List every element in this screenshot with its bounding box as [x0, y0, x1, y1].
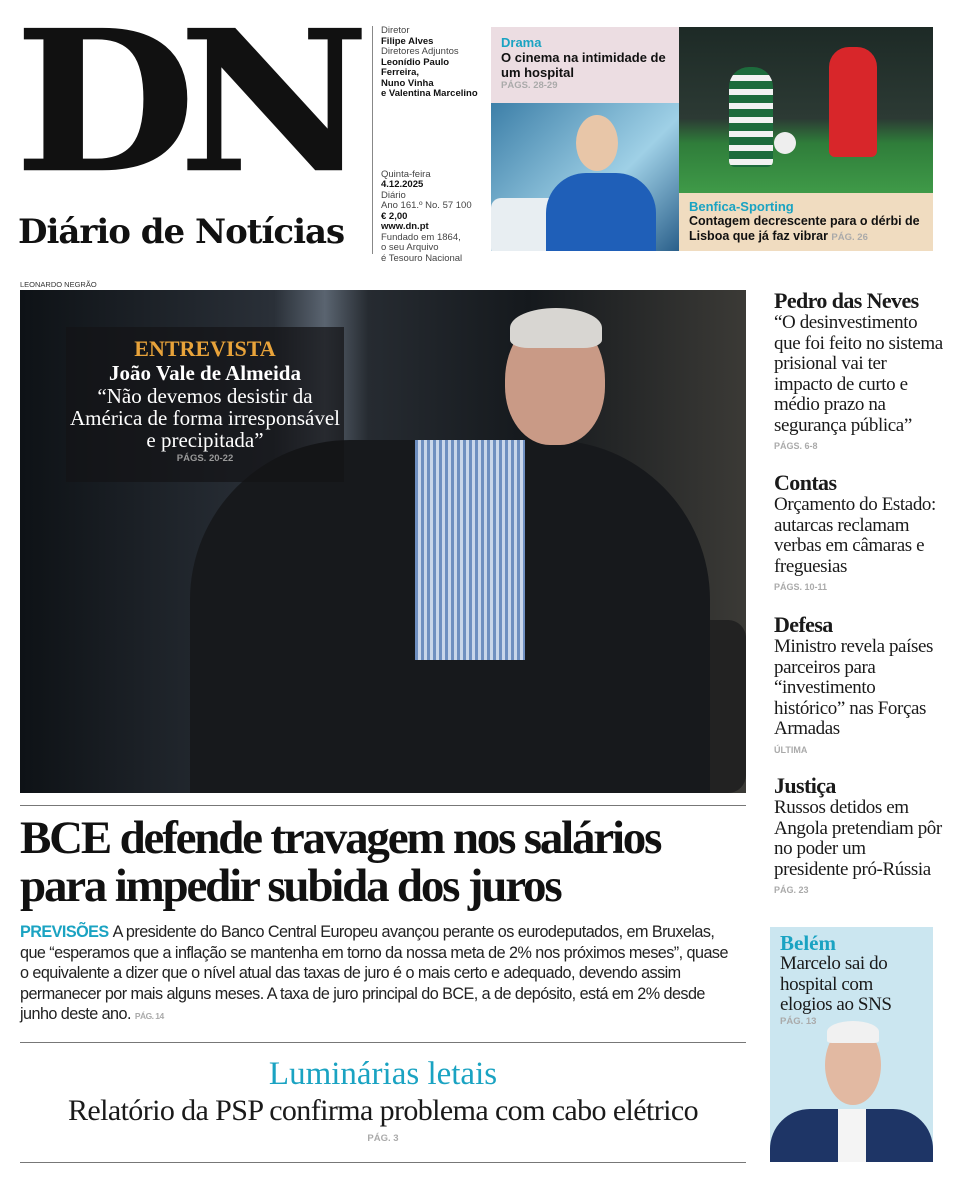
masthead-info [372, 25, 484, 264]
sidebar-head: Pedro das Neves [774, 288, 919, 313]
bottom-story[interactable] [20, 1055, 746, 1144]
belem-kicker: Belém [780, 931, 836, 955]
interview-quote: “Não devemos desistir da América de forma irresponsável e precipitada” [70, 384, 340, 452]
sidebar-head: Justiça [774, 773, 836, 798]
founded: Fundado em 1864, [381, 231, 461, 243]
belem-box[interactable] [770, 927, 933, 1162]
lead-headline[interactable]: BCE defende travagem nos salários para impedir subida dos juros [20, 812, 661, 912]
lead-kicker: PREVISÕES [20, 923, 109, 941]
sidebar-item-defesa[interactable] [774, 613, 944, 755]
director: Filipe Alves [381, 35, 434, 47]
interview-kicker: ENTREVISTA [134, 336, 276, 361]
sidebar-pages: PÁGS. 10-11 [774, 582, 828, 592]
promo-kicker: Benfica-Sporting [689, 199, 794, 214]
sidebar-text: Russos detidos em Angola pretendiam pôr no poder um presidente pró-Rússia [774, 797, 942, 880]
sidebar-text: Ministro revela países parceiros para “investimento histórico” nas Forças Armadas [774, 636, 933, 739]
interview-name: João Vale de Almeida [109, 361, 301, 385]
promo-headline: O cinema na intimidade de um hospital [501, 50, 666, 80]
divider [20, 805, 746, 806]
divider [20, 1162, 746, 1163]
interview-box[interactable] [66, 327, 344, 482]
weekday: Quinta-feira [381, 168, 431, 180]
founded: é Tesouro Nacional [381, 252, 463, 264]
belem-pages: PÁG. 13 [780, 1015, 817, 1027]
promo-pages: PÁGS. 28-29 [501, 80, 558, 91]
nurse-photo [491, 103, 679, 251]
promo-pages: PÁG. 26 [831, 232, 868, 243]
sidebar-head: Defesa [774, 612, 833, 637]
bottom-headline: Relatório da PSP confirma problema com cabo elétrico [68, 1094, 698, 1127]
sidebar-pages: PÁGS. 6-8 [774, 441, 818, 451]
date: 4.12.2025 [381, 179, 424, 190]
founded: o seu Arquivo [381, 242, 439, 253]
football-photo [679, 27, 933, 193]
photo-credit: LEONARDO NEGRÃO [20, 280, 97, 289]
sidebar-item-pedro-das-neves[interactable] [774, 289, 944, 451]
website-link[interactable]: www.dn.pt [381, 221, 429, 232]
sidebar-text: “O desinvestimento que foi feito no sistema prisional vai ter impacto de curto e médio prazo na segurança pública” [774, 312, 943, 436]
interview-pages: PÁGS. 20-22 [176, 453, 234, 464]
bottom-pages: PÁG. 3 [367, 1133, 399, 1144]
promo-derby[interactable] [679, 193, 933, 251]
price: € 2,00 [381, 210, 408, 222]
frequency: Diário [381, 189, 406, 201]
sidebar-item-contas[interactable] [774, 471, 944, 592]
belem-text: Marcelo sai do hospital com elogios ao SNS [780, 953, 892, 1015]
logo-name: Diário de Notícias [18, 212, 345, 252]
lead-body [20, 922, 732, 1027]
sidebar-item-justica[interactable] [774, 774, 944, 895]
lead-pages: PÁG. 14 [134, 1011, 164, 1021]
divider [20, 1042, 746, 1043]
sidebar-head: Contas [774, 470, 837, 495]
deputies-label: Diretores Adjuntos [381, 46, 459, 57]
lead-text: A presidente do Banco Central Europeu avançou perante os eurodeputados, em Bruxelas, que “esperamos que a inflação se mantenha em torno da nossa meta de 2% nos próximos meses”, quase o equivalente a dizer que o nível atual das taxas de juro é o mais certo e adequado, devendo assim permanecer por mais alguns meses. A taxa de juro principal do BCE, a de depósito, está em 2% desde junho deste ano. [20, 923, 728, 1023]
promo-headline: Contagem decrescente para o dérbi de Lisboa que já faz vibrar PÁG. 26 [689, 214, 920, 243]
issue: Ano 161.º No. 57 100 [381, 200, 472, 211]
deputies: Leonídio Paulo Ferreira, [381, 56, 450, 78]
promo-kicker: Drama [501, 35, 542, 50]
promo-drama[interactable] [491, 27, 679, 103]
bottom-kicker: Luminárias letais [268, 1056, 498, 1092]
logo-dn[interactable]: DN [14, 0, 353, 217]
director-label: Diretor [381, 25, 410, 36]
sidebar-pages: ÚLTIMA [774, 744, 808, 755]
deputies: Nuno Vinha [381, 77, 434, 89]
deputies: e Valentina Marcelino [381, 88, 478, 99]
sidebar-pages: PÁG. 23 [774, 885, 809, 895]
sidebar-text: Orçamento do Estado: autarcas reclamam verbas em câmaras e freguesias [774, 494, 936, 577]
